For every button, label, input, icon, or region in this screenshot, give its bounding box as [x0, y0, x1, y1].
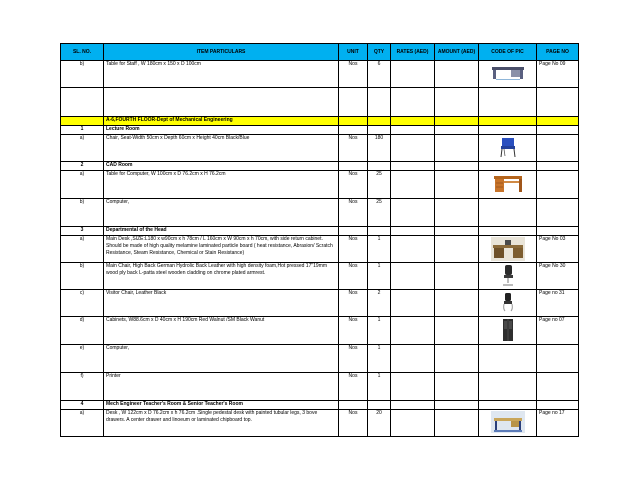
- table-row: [61, 236, 579, 263]
- unit: Nos: [339, 236, 368, 263]
- header-row: [61, 44, 579, 61]
- sl-no: 4: [61, 401, 104, 410]
- unit: Nos: [339, 263, 368, 290]
- unit: Nos: [339, 317, 368, 345]
- table-row: [61, 410, 579, 437]
- header-code-of-pic: CODE OF PIC: [479, 44, 537, 61]
- qty: 1: [368, 236, 391, 263]
- table-row: [61, 126, 579, 135]
- table-row: [61, 373, 579, 401]
- table-row: [61, 401, 579, 410]
- item-description: Chair, Seat-Width 50cm x Depth 60cm x Height 40cm Black/Blue: [104, 135, 339, 162]
- page-no: Page No 30: [537, 263, 579, 290]
- main-desk-pic: [491, 237, 525, 261]
- visitor-chair-pic: [501, 291, 515, 313]
- code-of-pic: [479, 263, 537, 290]
- qty: 1: [368, 263, 391, 290]
- table-row: [61, 263, 579, 290]
- sl-no: d): [61, 317, 104, 345]
- header-page-no: PAGE NO: [537, 44, 579, 61]
- item-description: Printer: [104, 373, 339, 401]
- rate: [391, 61, 435, 88]
- unit: Nos: [339, 171, 368, 199]
- chair-pic: [497, 136, 519, 158]
- code-of-pic: [479, 135, 537, 162]
- code-of-pic: [479, 236, 537, 263]
- amount: [435, 61, 479, 88]
- qty: 2: [368, 290, 391, 317]
- table-row: [61, 135, 579, 162]
- sl-no: b): [61, 199, 104, 227]
- table-row: [61, 61, 579, 88]
- page-no: Page No 09: [537, 61, 579, 88]
- sl-no: a): [61, 410, 104, 437]
- item-description: Desk , W 122cm x D 76.2cm x h 76.2cm .Single pedestal desk with painted tubular legs, 3 bove drawers. A center drawer and linoeum or laminated chipboard top.: [104, 410, 339, 437]
- desk-pic: [490, 62, 526, 82]
- table-row: [61, 171, 579, 199]
- item-description: Visitor Chair, Leather Black: [104, 290, 339, 317]
- page-no: Page no 17: [537, 410, 579, 437]
- computer-table-pic: [491, 172, 525, 194]
- qty: 25: [368, 199, 391, 227]
- sl-no: e): [61, 345, 104, 373]
- table-row: [61, 199, 579, 227]
- code-of-pic: [479, 317, 537, 345]
- section-row: [61, 117, 579, 126]
- item-description: Computer,: [104, 199, 339, 227]
- sl-no: 1: [61, 126, 104, 135]
- sl-no: a): [61, 236, 104, 263]
- sl-no: f): [61, 373, 104, 401]
- header-qty: QTY: [368, 44, 391, 61]
- group-title: Mech Engineer Teacher's Room & Senior Teacher's Room: [104, 401, 339, 410]
- group-title: Lecture Room: [104, 126, 339, 135]
- item-description: Table for Computer, W 100cm x D 76.2cm x H 76.2cm: [104, 171, 339, 199]
- unit: Nos: [339, 61, 368, 88]
- sl-no: 3: [61, 227, 104, 236]
- group-title: Departmental of the Head: [104, 227, 339, 236]
- sl-no: c): [61, 290, 104, 317]
- item-description: Cabinets, W88.6cm x D 40cm x H 190cm Red Walnut /SM Black Wanut: [104, 317, 339, 345]
- code-of-pic: [479, 290, 537, 317]
- page-no: Page no 31: [537, 290, 579, 317]
- item-description: Computer,: [104, 345, 339, 373]
- qty: 1: [368, 373, 391, 401]
- unit: Nos: [339, 410, 368, 437]
- unit: Nos: [339, 345, 368, 373]
- sl-no: a): [61, 135, 104, 162]
- code-of-pic: [479, 61, 537, 88]
- header-item-particulars: ITEM PARTICULARS: [104, 44, 339, 61]
- code-of-pic: [479, 410, 537, 437]
- table-row: [61, 345, 579, 373]
- header-rates: RATES (AED): [391, 44, 435, 61]
- section-title: A-6,FOURTH FLOOR-Dept of Mechanical Engineering: [104, 117, 339, 126]
- unit: Nos: [339, 373, 368, 401]
- unit: Nos: [339, 135, 368, 162]
- item-description: Main Chair, High Back German Hydrolic Back Leather with high density foam,Hot pressed 17"19mm wood ply back L-patta steel wooden cladding on chrome plated armrest.: [104, 263, 339, 290]
- page-no: Page No 03: [537, 236, 579, 263]
- header-unit: UNIT: [339, 44, 368, 61]
- qty: 25: [368, 171, 391, 199]
- qty: 180: [368, 135, 391, 162]
- teacher-desk-pic: [491, 411, 525, 433]
- qty: 1: [368, 345, 391, 373]
- header-sl-no: SL. NO.: [61, 44, 104, 61]
- unit: Nos: [339, 199, 368, 227]
- header-amount: AMOUNT (AED): [435, 44, 479, 61]
- code-of-pic: [479, 171, 537, 199]
- qty: 6: [368, 61, 391, 88]
- sl-no: a): [61, 171, 104, 199]
- items-table: [60, 43, 579, 437]
- sl-no: b): [61, 263, 104, 290]
- page-no: Page no 07: [537, 317, 579, 345]
- qty: 1: [368, 317, 391, 345]
- table-row: [61, 290, 579, 317]
- main-chair-pic: [501, 264, 515, 288]
- table-row: [61, 162, 579, 171]
- qty: 20: [368, 410, 391, 437]
- item-description: Main Desk ,SIZE:L180 x w90cm x h 78cm / L 160cm x W 90cm x h 70cm, with side return cabinet. Should be made of high quality melamine laminated particle board ( heat resistance, Abrasion/ Scratch Resistance, Steam Resistance, Chemical or Stain Resistance): [104, 236, 339, 263]
- sl-no: 2: [61, 162, 104, 171]
- unit: Nos: [339, 290, 368, 317]
- sl-no: b): [61, 61, 104, 88]
- table-row: [61, 317, 579, 345]
- item-description: Table for Staff , W 180cm x 150 x D 100cm: [104, 61, 339, 88]
- cabinet-pic: [502, 318, 514, 342]
- group-title: CAD Room: [104, 162, 339, 171]
- table-row: [61, 227, 579, 236]
- table-row: [61, 88, 579, 117]
